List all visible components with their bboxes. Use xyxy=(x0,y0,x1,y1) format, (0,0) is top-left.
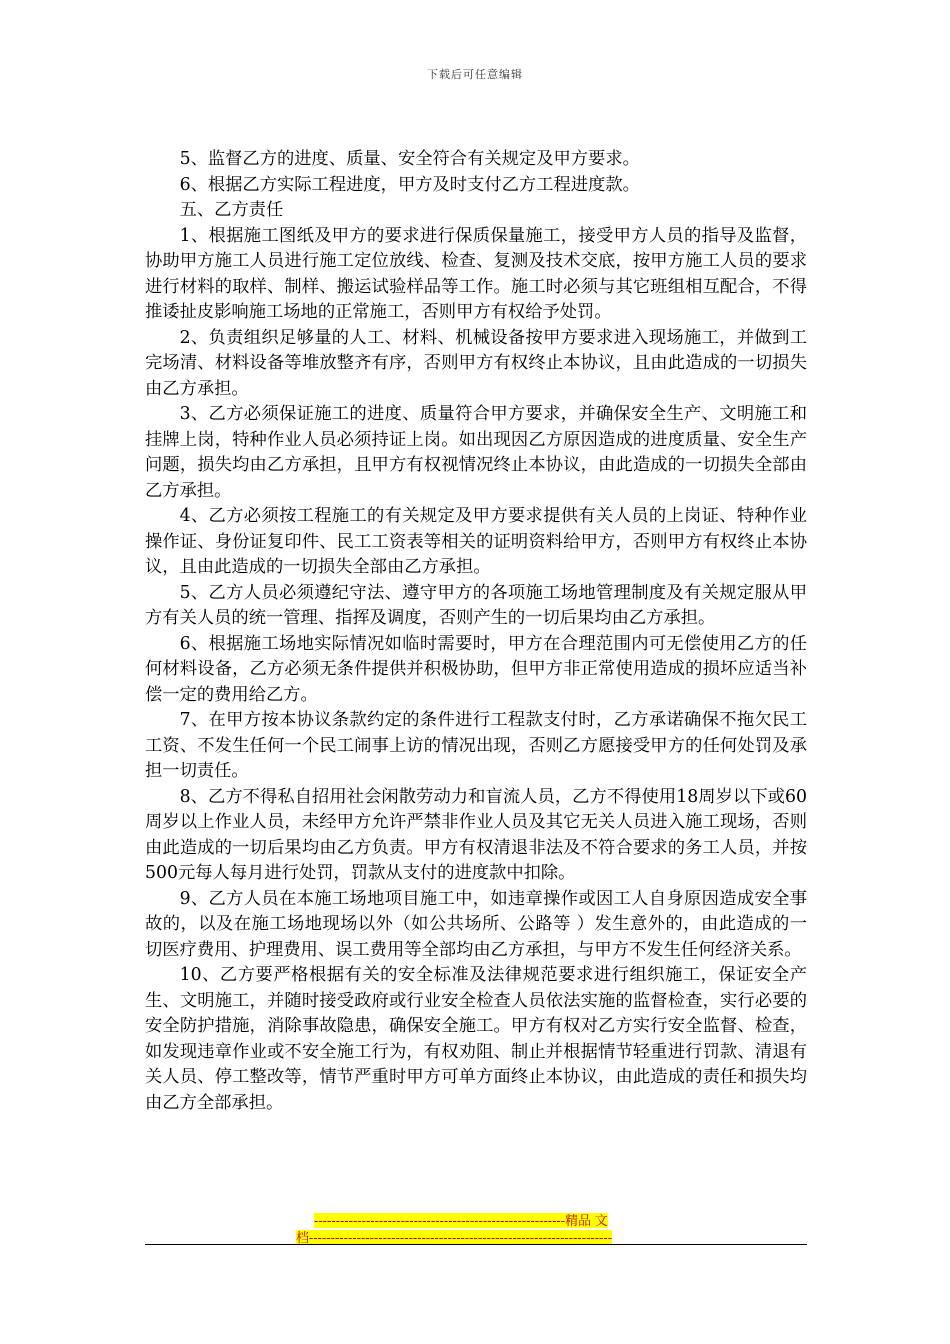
section-heading-party-b-duties: 五、乙方责任 xyxy=(179,200,284,220)
document-body xyxy=(145,147,807,1116)
page-header-note: 下载后可任意编辑 xyxy=(427,68,523,81)
paragraph-clause-4: 4、乙方必须按工程施工的有关规定及甲方要求提供有关人员的上岗证、特种作业操作证、身份证复印件、民工工资表等相关的证明资料给甲方，否则甲方有权终止本协议，且由此造成的一切损失全部由乙方承担。 xyxy=(145,506,807,577)
footer-banner xyxy=(296,1212,652,1246)
paragraph-supervise-progress: 5、监督乙方的进度、质量、安全符合有关规定及甲方要求。 xyxy=(179,149,640,169)
paragraph-pay-progress: 6、根据乙方实际工程进度，甲方及时支付乙方工程进度款。 xyxy=(179,174,640,195)
footer-divider xyxy=(145,1244,807,1245)
paragraph-clause-3: 3、乙方必须保证施工的进度、质量符合甲方要求，并确保安全生产、文明施工和挂牌上岗，特种作业人员必须持证上岗。如出现因乙方原因造成的进度质量、安全生产问题，损失均由乙方承担，且甲方有权视情况终止本协议，由此造成的一切损失全部由乙方承担。 xyxy=(145,404,807,501)
paragraph-clause-7: 7、在甲方按本协议条款约定的条件进行工程款支付时，乙方承诺确保不拖欠民工工资、不发生任何一个民工闹事上访的情况出现，否则乙方愿接受甲方的任何处罚及承担一切责任。 xyxy=(145,710,807,781)
footer-highlight-1: ----------------------------------------------------------精品 文 xyxy=(314,1213,608,1228)
paragraph-clause-8: 8、乙方不得私自招用社会闲散劳动力和盲流人员，乙方不得使用18周岁以下或60周岁以上作业人员，未经甲方允许严禁非作业人员及其它无关人员进入施工现场，否则由此造成的一切后果均由乙方负责。甲方有权清退非法及不符合要求的务工人员，并按500元每人每月进行处罚，罚款从支付的进度款中扣除。 xyxy=(145,786,807,883)
paragraph-clause-2: 2、负责组织足够量的人工、材料、机械设备按甲方要求进入现场施工，并做到工完场清、材料设备等堆放整齐有序，否则甲方有权终止本协议，且由此造成的一切损失由乙方承担。 xyxy=(145,327,807,399)
footer-banner-line-1 xyxy=(296,1212,652,1229)
paragraph-clause-5: 5、乙方人员必须遵纪守法、遵守甲方的各项施工场地管理制度及有关规定服从甲方有关人员的统一管理、指挥及调度，否则产生的一切后果均由乙方承担。 xyxy=(145,582,807,628)
paragraph-clause-9: 9、乙方人员在本施工场地项目施工中，如违章操作或因工人自身原因造成安全事故的，以及在施工场地现场以外（如公共场所、公路等 ）发生意外的，由此造成的一切医疗费用、护理费用、误工费用等全部均由乙方承担，与甲方不发生任何经济关系。 xyxy=(145,888,807,960)
paragraph-clause-6: 6、根据施工场地实际情况如临时需要时，甲方在合理范围内可无偿使用乙方的任何材料设备，乙方必须无条件提供并积极协助，但甲方非正常使用造成的损坏应适当补偿一定的费用给乙方。 xyxy=(145,633,807,705)
footer-highlight-2: 档---------------------------------------------------------------------- xyxy=(296,1230,613,1245)
paragraph-clause-10: 10、乙方要严格根据有关的安全标准及法律规范要求进行组织施工，保证安全产生、文明施工，并随时接受政府或行业安全检查人员依法实施的监督检查，实行必要的安全防护措施，消除事故隐患，确保安全施工。甲方有权对乙方实行安全监督、检查，如发现违章作业或不安全施工行为，有权劝阻、制止并根据情节轻重进行罚款、清退有关人员、停工整改等，情节严重时甲方可单方面终止本协议，由此造成的责任和损失均由乙方全部承担。 xyxy=(145,965,807,1113)
paragraph-clause-1: 1、根据施工图纸及甲方的要求进行保质保量施工，接受甲方人员的指导及监督，协助甲方施工人员进行施工定位放线、检查、复测及技术交底，按甲方施工人员的要求进行材料的取样、制样、搬运试验样品等工作。施工时必须与其它班组相互配合，不得推诿扯皮影响施工场地的正常施工，否则甲方有权给予处罚。 xyxy=(145,225,807,322)
